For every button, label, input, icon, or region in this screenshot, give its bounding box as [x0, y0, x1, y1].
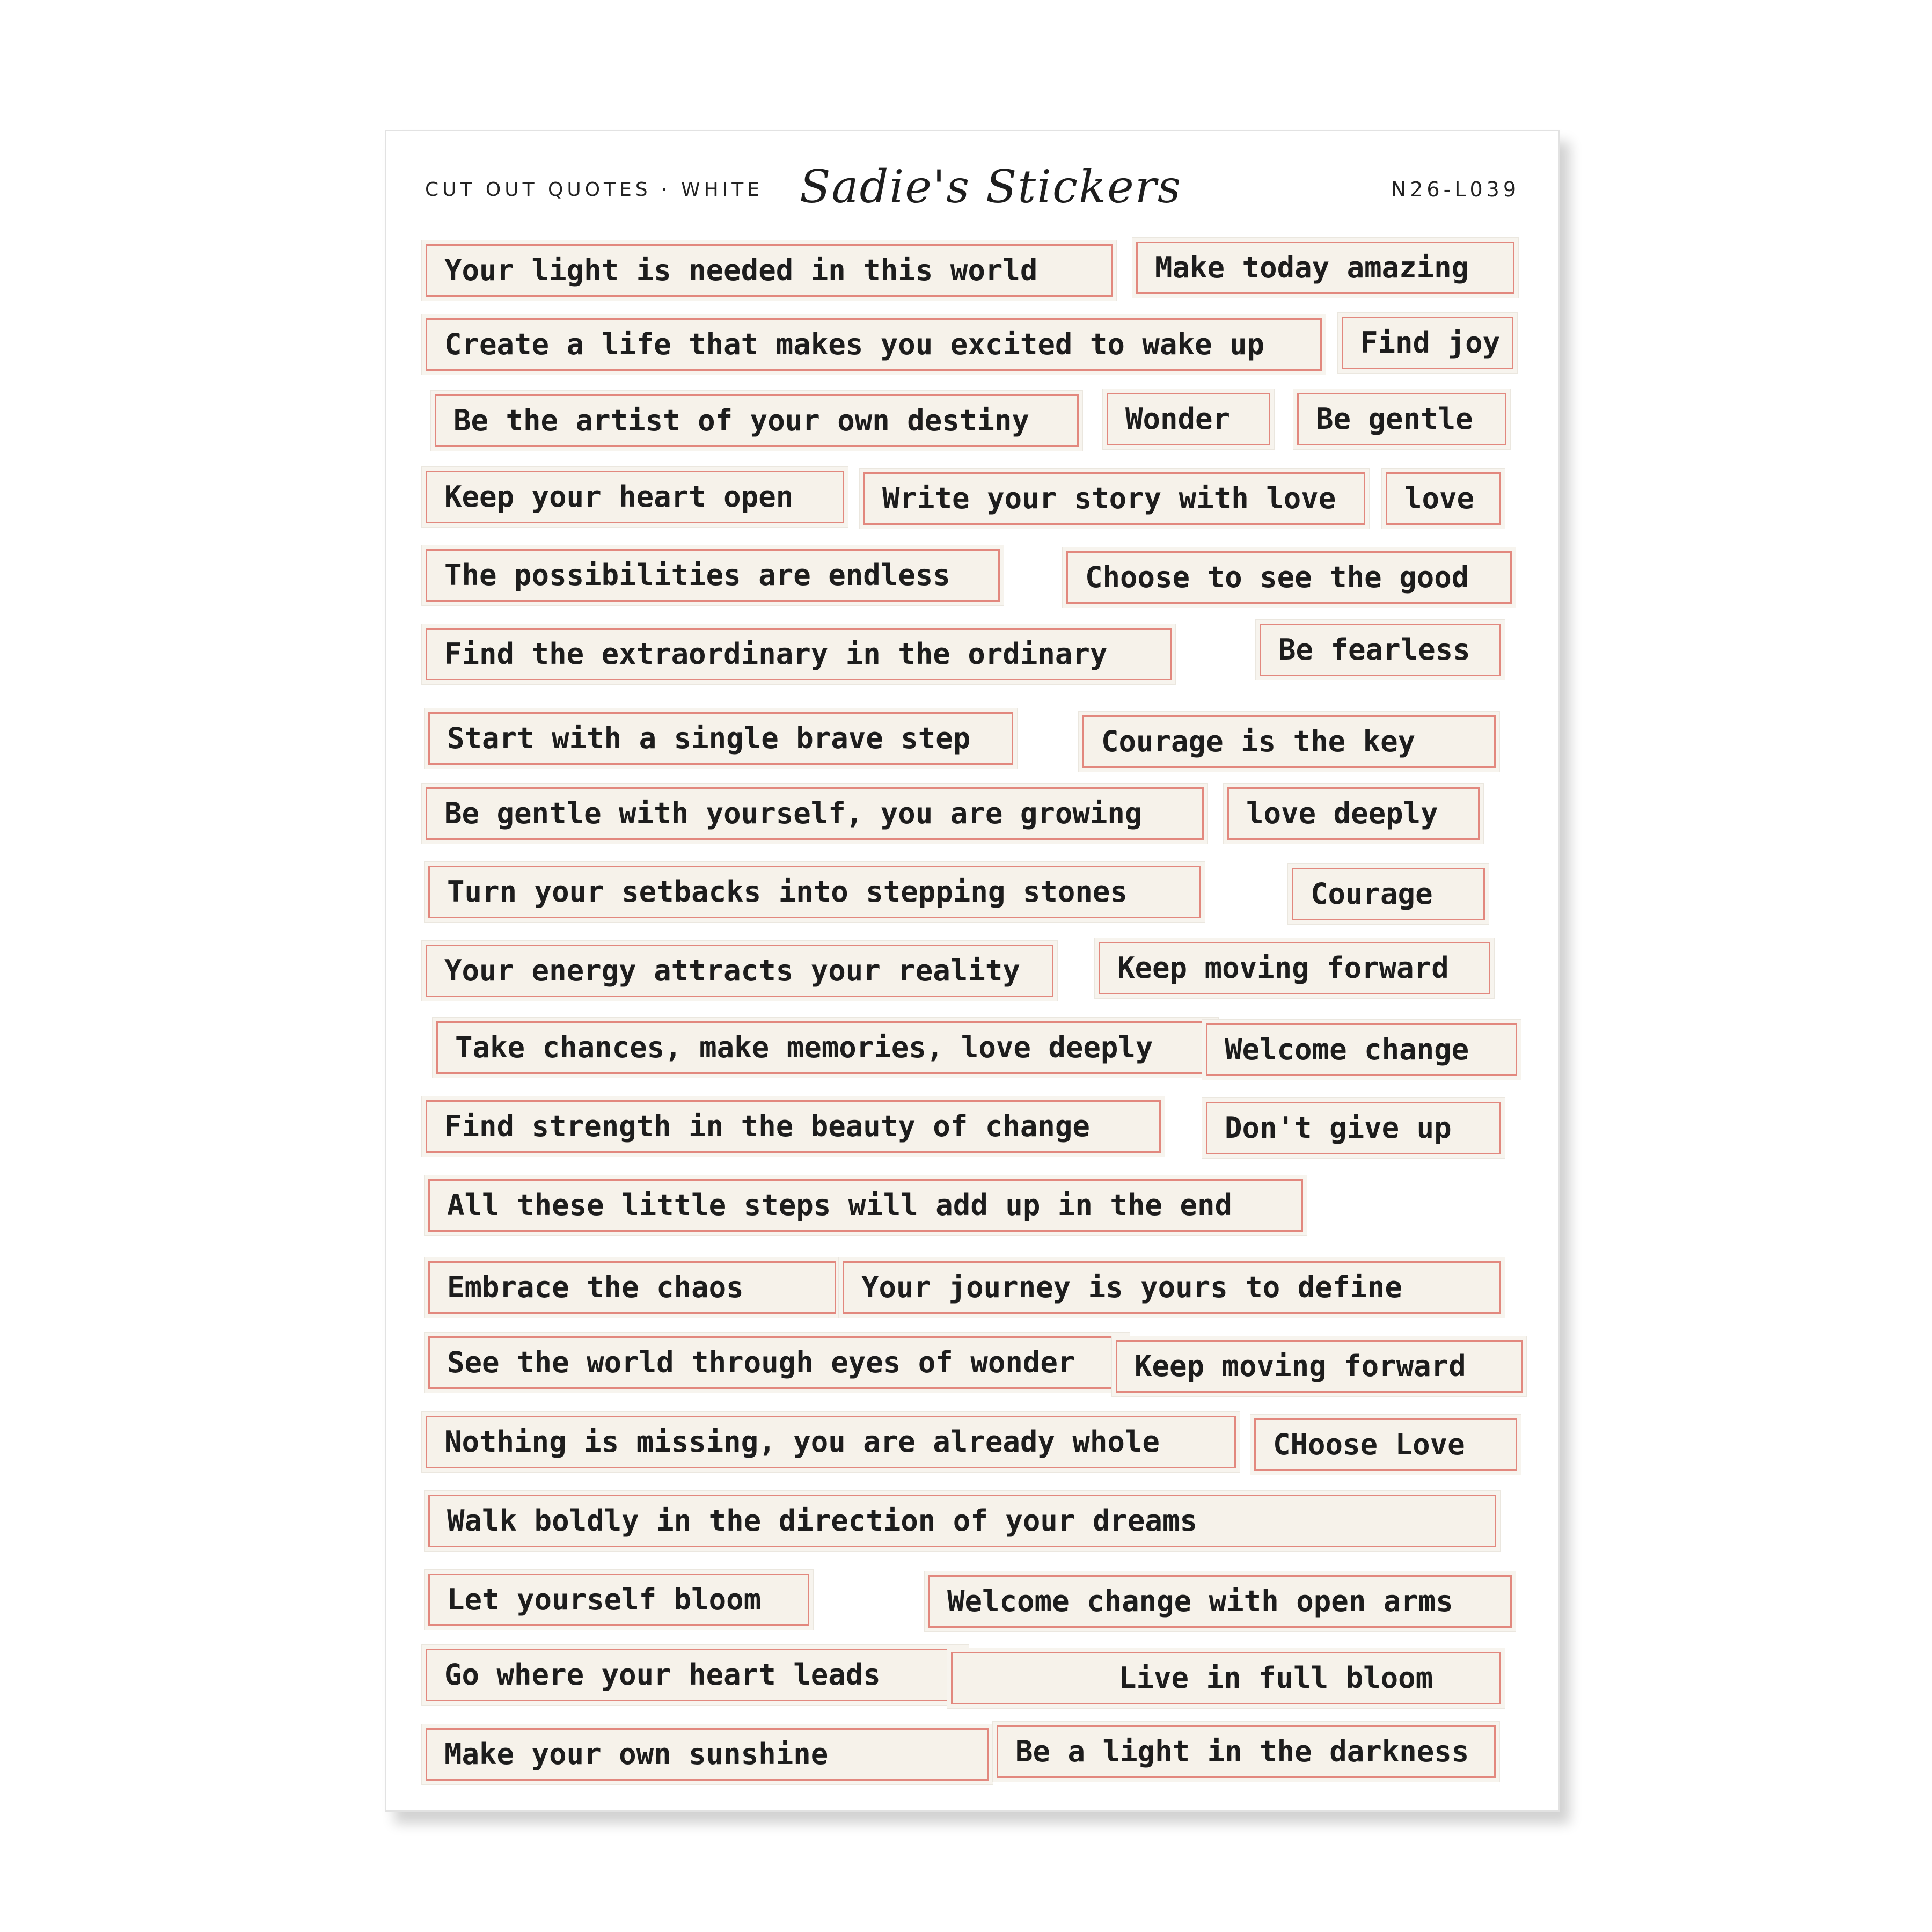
quote-sticker[interactable]: Be a light in the darkness: [997, 1725, 1496, 1778]
quote-sticker[interactable]: Find strength in the beauty of change: [426, 1100, 1161, 1153]
quote-sticker[interactable]: Write your story with love: [863, 472, 1365, 525]
quote-sticker[interactable]: Be gentle: [1297, 393, 1506, 445]
quote-sticker[interactable]: Find joy: [1342, 317, 1513, 369]
quote-sticker[interactable]: Your journey is yours to define: [843, 1261, 1501, 1314]
quote-sticker[interactable]: CHoose Love: [1254, 1418, 1517, 1471]
collection-label: CUT OUT QUOTES · WHITE: [425, 179, 763, 201]
quote-sticker[interactable]: Courage is the key: [1082, 715, 1496, 768]
quote-sticker[interactable]: Welcome change with open arms: [928, 1575, 1512, 1628]
quote-sticker[interactable]: Be gentle with yourself, you are growing: [426, 787, 1204, 840]
quote-sticker[interactable]: Nothing is missing, you are already whole: [426, 1416, 1236, 1468]
sticker-sheet: [385, 130, 1560, 1812]
quote-sticker[interactable]: Create a life that makes you excited to wake up: [426, 318, 1322, 371]
quote-sticker[interactable]: Let yourself bloom: [428, 1574, 809, 1626]
quote-sticker[interactable]: Start with a single brave step: [428, 712, 1013, 765]
quote-sticker[interactable]: Choose to see the good: [1066, 551, 1512, 604]
quote-sticker[interactable]: love deeply: [1227, 787, 1480, 840]
quote-sticker[interactable]: Make your own sunshine: [426, 1728, 989, 1781]
product-code: N26-L039: [1391, 178, 1520, 201]
quote-sticker[interactable]: Your light is needed in this world: [426, 244, 1113, 297]
quote-sticker[interactable]: The possibilities are endless: [426, 549, 1000, 602]
quote-sticker[interactable]: Courage: [1292, 868, 1485, 920]
quote-sticker[interactable]: Turn your setbacks into stepping stones: [428, 866, 1201, 918]
quote-sticker[interactable]: Keep moving forward: [1116, 1340, 1523, 1393]
quote-sticker[interactable]: Be the artist of your own destiny: [435, 394, 1079, 447]
quote-sticker[interactable]: Keep your heart open: [426, 471, 844, 523]
quote-sticker[interactable]: love: [1386, 472, 1501, 525]
quote-sticker[interactable]: See the world through eyes of wonder: [428, 1336, 1126, 1389]
quote-strips: [386, 131, 1558, 1810]
quote-sticker[interactable]: Your energy attracts your reality: [426, 945, 1053, 997]
quote-sticker[interactable]: Take chances, make memories, love deeply: [436, 1021, 1214, 1074]
quote-sticker[interactable]: Keep moving forward: [1099, 942, 1490, 994]
quote-sticker[interactable]: All these little steps will add up in the end: [428, 1179, 1303, 1232]
quote-sticker[interactable]: Walk boldly in the direction of your dreams: [428, 1495, 1496, 1547]
quote-sticker[interactable]: Make today amazing: [1136, 241, 1514, 294]
brand-logo: Sadie's Stickers: [800, 160, 1182, 213]
quote-sticker[interactable]: Be fearless: [1260, 624, 1501, 676]
quote-sticker[interactable]: Welcome change: [1206, 1023, 1517, 1076]
quote-sticker[interactable]: Wonder: [1107, 393, 1270, 445]
quote-sticker[interactable]: Go where your heart leads: [426, 1649, 965, 1701]
quote-sticker[interactable]: Don't give up: [1206, 1102, 1501, 1154]
quote-sticker[interactable]: Find the extraordinary in the ordinary: [426, 628, 1172, 680]
quote-sticker[interactable]: Live in full bloom: [951, 1652, 1501, 1704]
quote-sticker[interactable]: Embrace the chaos: [428, 1261, 836, 1314]
